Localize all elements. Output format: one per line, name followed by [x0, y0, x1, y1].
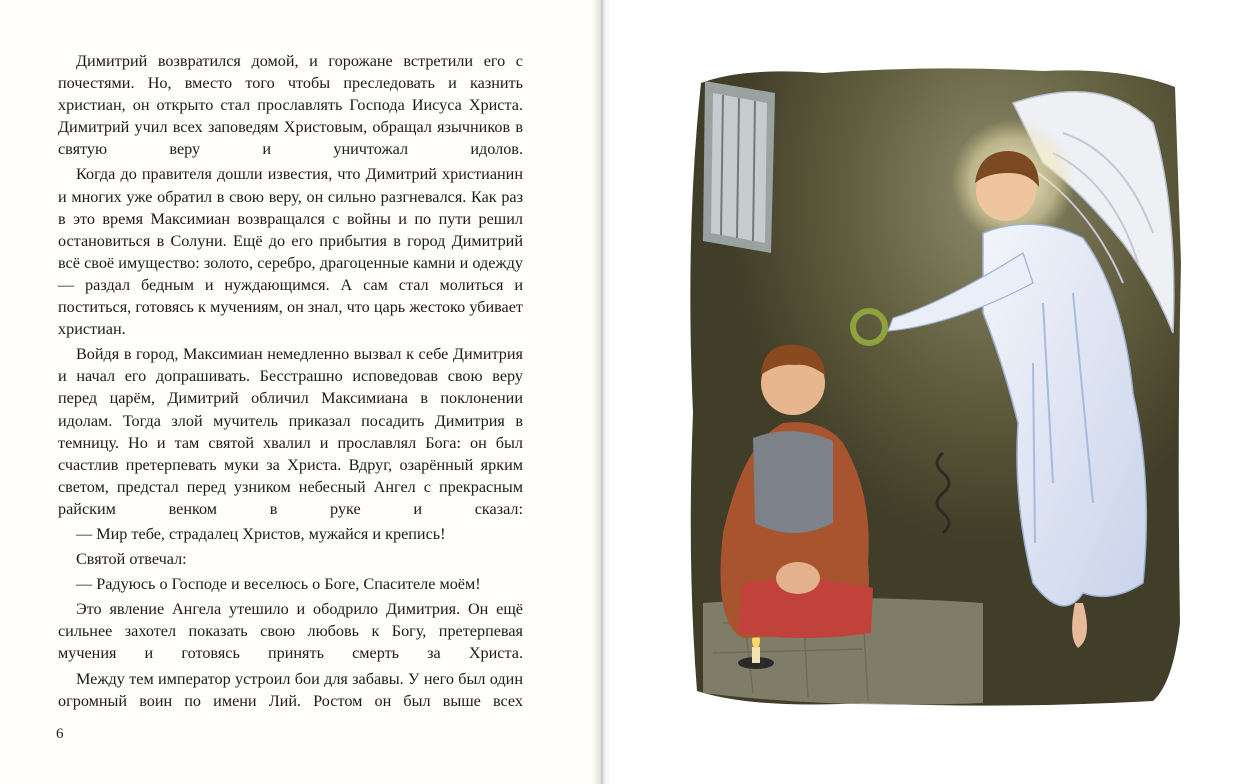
- paragraph: — Мир тебе, страдалец Христов, мужайся и крепись!: [76, 524, 446, 543]
- paragraph: Святой отвечал:: [76, 550, 187, 569]
- body-text: [58, 50, 523, 715]
- page-number: 6: [56, 726, 64, 742]
- paragraph: Димитрий возвратился домой, и горожане встретили его с почестями. Но, вместо того чтобы преследовать и казнить христиан, он открыто стал прославлять Господа Иисуса Христа. Димитрий учил всех заповедям Христовым, обращал язычников в святую веру и уничтожал идолов.: [58, 52, 523, 159]
- paragraph: Когда до правителя дошли известия, что Димитрий христианин и многих уже обратил в свою веру, он сильно разгневался. Как раз в это время Максимиан возвращался с войны и по пути решил остановиться в Солуни. Ещё до его прибытия в город Димитрий всё своё имущество: золото, серебро, драгоценные камни и одежду — раздал бедным и нуждающимся. А сам стал молиться и поститься, готовясь к мучениям, он знал, что царь жестоко убивает христиан.: [58, 165, 523, 339]
- book-gutter: [592, 0, 610, 784]
- left-page: [0, 0, 600, 784]
- paragraph: Между тем император устроил бои для забавы. У него был один огромный воин по имени Лий. Ростом он был выше всех: [58, 669, 523, 710]
- illustration-angel-and-saint: [683, 63, 1183, 711]
- paragraph: Войдя в город, Максимиан немедленно вызвал к себе Димитрия и начал его допрашивать. Бесстрашно исповедовав свою веру перед царём, Димитрий обличил Максимиана в поклонении идолам. Тогда злой мучитель приказал посадить Димитрия в темницу. Но и там святой хвалил и прославлял Бога: он был счастлив претерпевать муки за Христа. Вдруг, озарённый ярким светом, предстал перед узником небесный Ангел с прекрасным райским венком в руке и сказал:: [58, 345, 523, 518]
- window: [703, 81, 775, 253]
- paragraph: Это явление Ангела утешило и ободрило Димитрия. Он ещё сильнее захотел показать свою любовь к Богу, претерпевая мучения и готовясь принять смерть за Христа.: [58, 600, 523, 663]
- paragraph: — Радуюсь о Господе и веселюсь о Боге, Спасителе моём!: [76, 575, 481, 594]
